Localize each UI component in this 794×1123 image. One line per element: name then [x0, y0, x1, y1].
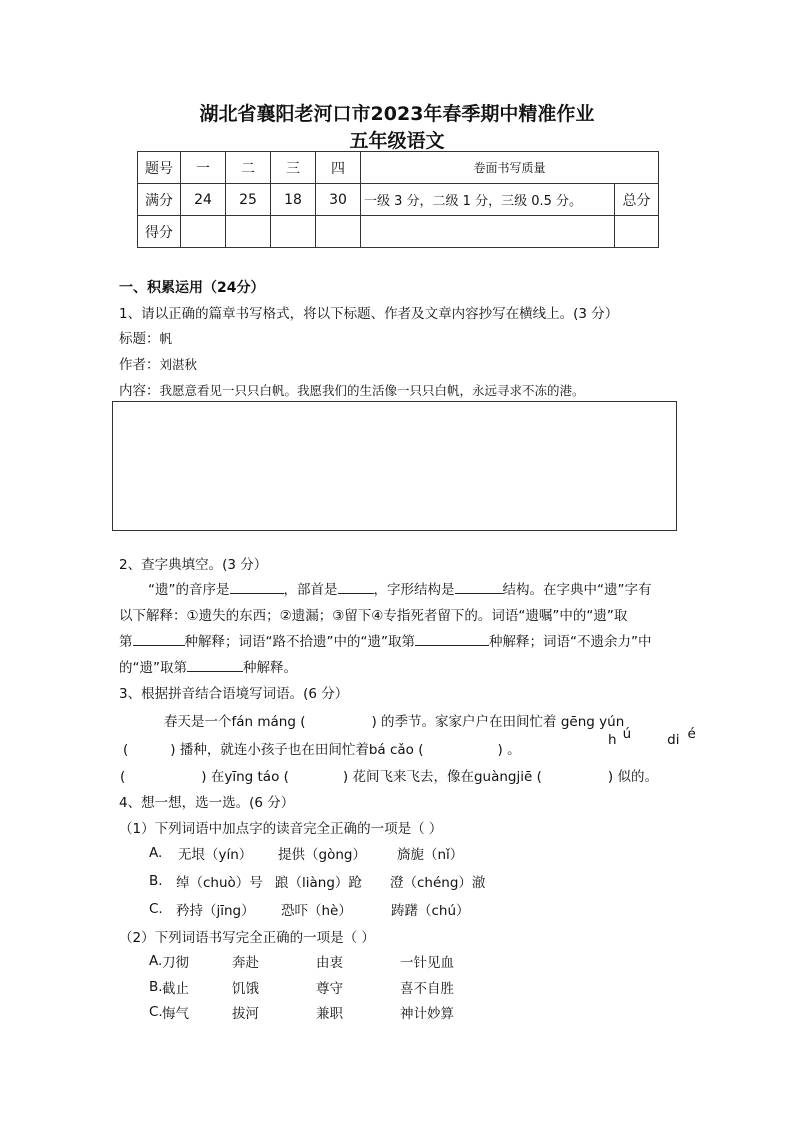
q4-2-option-b-label[interactable]: B.: [149, 979, 163, 995]
q2-text: ，字形结构是: [373, 582, 455, 598]
col-4: 四: [316, 152, 361, 184]
q4-2-b-2: 饥饿: [232, 981, 259, 997]
q2-text: 第: [119, 634, 133, 650]
q3-text: ) 的季节。家家户户在田间忙着: [371, 714, 557, 730]
q2-prompt: 2、查字典填空。(3 分）: [119, 557, 268, 573]
content-value: 我愿意看见一只只白帆。我愿我们的生活像一只只白帆，永远寻求不冻的港。: [159, 383, 585, 398]
pinyin-part: é: [687, 726, 696, 742]
q4-2-c-2: 拔河: [232, 1006, 259, 1022]
q4-1-c-2: 恐吓（hè）: [281, 903, 352, 919]
q4-2-a-4: 一针见血: [400, 955, 454, 971]
full-mark-1: 24: [181, 184, 226, 216]
q2-text: ，部首是: [283, 582, 338, 598]
q4-1-c-3: 踌躇（chú）: [391, 903, 470, 919]
document-title: 湖北省襄阳老河口市2023年春季期中精准作业: [199, 103, 595, 125]
pinyin-bacao: bá cǎo: [368, 742, 414, 758]
q3-line-1: [164, 710, 624, 730]
q2-blank-1[interactable]: [133, 632, 185, 646]
q4-1-c-1: 矜持（jīng）: [176, 903, 255, 919]
q4-sub2: （2）下列词语书写完全正确的一项是（ ）: [119, 930, 375, 946]
score-cell-4[interactable]: [316, 216, 361, 248]
document-subtitle: 五年级语文: [349, 130, 445, 152]
pinyin-fanmang: fán máng: [231, 714, 296, 730]
q1-author-line: [119, 353, 197, 373]
q3-text: ) 花间飞来飞去，像在: [342, 769, 474, 785]
title-value: 帆: [159, 331, 173, 346]
q4-1-option-a-label[interactable]: A.: [149, 845, 163, 861]
q4-2-option-c-label[interactable]: C.: [149, 1004, 163, 1020]
q3-text: ) 在: [201, 769, 225, 785]
content-label: 内容：: [119, 383, 160, 399]
q4-1-b-3: 澄（chéng）澈: [390, 875, 486, 891]
q2-text: 的“遗”取第: [119, 660, 187, 676]
q3-line-2: [123, 738, 521, 758]
row-label-number: 题号: [138, 152, 181, 184]
q4-1-option-b-label[interactable]: B.: [149, 873, 163, 889]
score-cell-writing[interactable]: [361, 216, 615, 248]
q4-1-b-1: 绰（chuò）号: [176, 875, 263, 891]
col-2: 二: [226, 152, 271, 184]
q2-text: 种解释；词语“路不拾遗”中的“遗”取第: [184, 634, 415, 650]
q4-2-b-3: 尊守: [316, 981, 343, 997]
total-label: 总分: [615, 184, 659, 216]
q4-2-a-1: 刀彻: [162, 955, 189, 971]
q4-1-a-2: 提供（gòng）: [278, 847, 366, 863]
q4-prompt: 4、想一想，选一选。(6 分）: [119, 795, 295, 811]
pinyin-yingtao: yīng táo: [224, 769, 280, 785]
q3-text: (: [300, 714, 306, 730]
q2-blank-jiegou[interactable]: [455, 580, 503, 594]
q4-2-a-2: 奔赴: [232, 955, 259, 971]
q4-1-a-1: 无垠（yín）: [178, 847, 253, 863]
q2-text: 结构。在字典中“遗”字有: [502, 582, 652, 598]
q4-2-b-4: 喜不自胜: [400, 981, 454, 997]
q2-line-3: [119, 630, 651, 650]
full-mark-2: 25: [226, 184, 271, 216]
q1-title-line: [119, 327, 172, 347]
q2-blank-2[interactable]: [415, 632, 489, 646]
q3-text: ) 似的。: [607, 769, 658, 785]
pinyin-part: ú: [622, 726, 632, 742]
full-mark-3: 18: [271, 184, 316, 216]
author-label: 作者：: [119, 357, 160, 373]
q3-text: (: [120, 769, 126, 785]
q3-text: ) 播种，就连小孩子也在田间忙着: [170, 742, 369, 758]
writing-quality-desc: 一级 3 分，二级 1 分，三级 0.5 分。: [361, 184, 615, 216]
q4-2-a-3: 由衷: [316, 955, 343, 971]
q2-line-4: [119, 656, 297, 676]
q1-content-line: [119, 379, 585, 399]
q4-2-option-a-label[interactable]: A.: [149, 953, 163, 969]
q4-sub1: （1）下列词语中加点字的读音完全正确的一项是（ ）: [119, 821, 443, 837]
pinyin-hudie: [608, 726, 696, 748]
q2-text: “遗”的音序是: [148, 582, 230, 598]
q3-text: (: [283, 769, 289, 785]
q4-2-c-3: 兼职: [316, 1006, 343, 1022]
q4-1-a-3: 旖旎（nǐ）: [397, 847, 464, 863]
q2-line-1: [148, 578, 652, 598]
q3-text: (: [123, 742, 129, 758]
pinyin-guangjie: guàngjiē: [473, 769, 533, 785]
q3-text: (: [536, 769, 542, 785]
q3-text: (: [418, 742, 424, 758]
score-cell-1[interactable]: [181, 216, 226, 248]
q2-text: 种解释。: [243, 660, 297, 676]
pinyin-part: h: [608, 732, 617, 748]
q1-answer-box[interactable]: [112, 401, 677, 531]
q3-text: 春天是一个: [164, 714, 232, 730]
q4-2-c-1: 悔气: [162, 1006, 189, 1022]
q2-line-2: 以下解释：①遗失的东西；②遗漏；③留下④专指死者留下的。词语“遗嘱”中的“遗”取: [119, 608, 628, 624]
q3-prompt: 3、根据拼音结合语境写词语。(6 分）: [119, 686, 349, 702]
q4-1-option-c-label[interactable]: C.: [149, 901, 163, 917]
full-mark-4: 30: [316, 184, 361, 216]
writing-quality-label: 卷面书写质量: [361, 152, 659, 184]
title-label: 标题：: [119, 331, 160, 347]
q3-text: ) 。: [497, 742, 521, 758]
pinyin-part: di: [667, 732, 680, 748]
col-1: 一: [181, 152, 226, 184]
q2-blank-bushou[interactable]: [338, 580, 374, 594]
q2-blank-3[interactable]: [187, 658, 243, 672]
q4-2-c-4: 神计妙算: [400, 1006, 454, 1022]
section-heading: 一、积累运用（24分）: [119, 280, 265, 296]
row-label-full: 满分: [138, 184, 181, 216]
score-cell-2[interactable]: [226, 216, 271, 248]
pinyin-gengyun: gēng yún: [560, 714, 625, 730]
row-label-score: 得分: [138, 216, 181, 248]
score-cell-total[interactable]: [615, 216, 659, 248]
author-value: 刘湛秋: [159, 357, 198, 372]
q4-1-b-2: 踉（liàng）跄: [275, 875, 362, 891]
q1-prompt: 1、请以正确的篇章书写格式，将以下标题、作者及文章内容抄写在横线上。(3 分）: [119, 306, 619, 322]
q2-text: 种解释；词语“不遗余力”中: [488, 634, 652, 650]
score-cell-3[interactable]: [271, 216, 316, 248]
q2-blank-yinxu[interactable]: [230, 580, 284, 594]
q3-line-3: [120, 765, 658, 785]
q4-2-b-1: 截止: [162, 981, 189, 997]
col-3: 三: [271, 152, 316, 184]
score-table: [137, 151, 659, 248]
